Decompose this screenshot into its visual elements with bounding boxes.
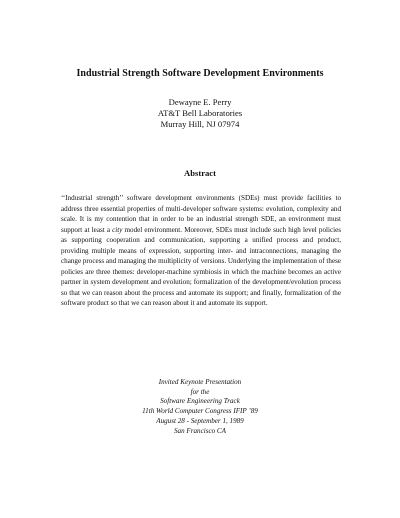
abstract-text-part-1: ‘‘Industrial strength’’ software development environments (SDEs) must provide facilities to address three essential properties of multi-developer software systems: evolution, complexity and scale. It is my contention that in order to be an industrial strength SDE, an environment must support at least a [61, 194, 341, 234]
abstract-text-part-2: model environment. Moreover, SDEs must include such high level policies as supporting cooperation and communication, supporting a unified process and product, providing multiple means of expression, supporting inter- and intraconnections, managing the change process and managing the multiplicity of versions. Underlying the implementation of these policies are three themes: developer-machine symbiosis in which the machine becomes an active partner in system development and evolution; formalization of the development/evolution process so that we can reason about the process and automate its support; and finally, formalization of the software product so that we can reason about it and automate its support. [61, 225, 341, 308]
keynote-line: 11th World Computer Congress IFIP ’89 [142, 407, 258, 416]
keynote-line: August 28 - September 1, 1989 [156, 416, 244, 425]
author-name: Dewayne E. Perry [168, 97, 232, 107]
keynote-line: Software Engineering Track [160, 397, 240, 406]
abstract-heading: Abstract [184, 168, 216, 178]
abstract-body [61, 193, 341, 309]
paper-title: Industrial Strength Software Development Environments [76, 68, 324, 79]
abstract-emphasis: city [112, 225, 123, 234]
author-location: Murray Hill, NJ 07974 [160, 118, 240, 129]
keynote-line: San Francisco CA [173, 426, 226, 435]
author-affiliation: AT&T Bell Laboratories [157, 107, 243, 118]
author-block [0, 97, 400, 129]
keynote-line: for the [190, 387, 210, 396]
keynote-block [0, 378, 400, 436]
keynote-line: Invited Keynote Presentation [158, 378, 242, 386]
